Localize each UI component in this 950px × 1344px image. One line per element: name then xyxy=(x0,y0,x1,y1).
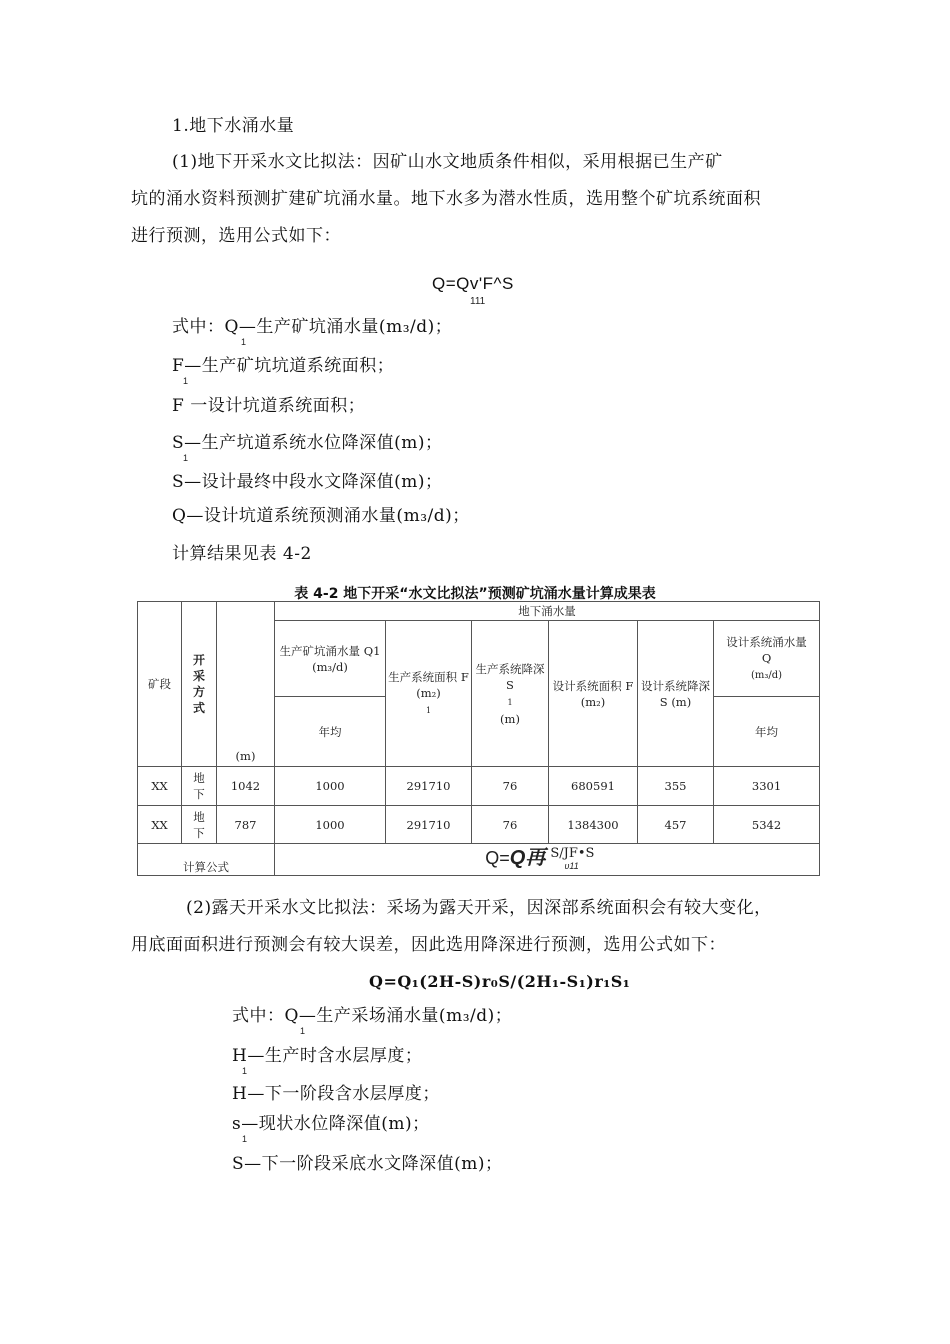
cell-s1: 76 xyxy=(472,806,549,844)
table-caption: 表 4-2 地下开采“水文比拟法”预测矿坑涌水量计算成果表 xyxy=(294,586,656,602)
def2-s1-subscript: 1 xyxy=(242,1134,248,1144)
def2-q1-subscript: 1 xyxy=(300,1026,306,1036)
cell-q1: 1000 xyxy=(275,806,386,844)
results-table xyxy=(137,601,820,876)
formula-1-subscript: 111 xyxy=(470,296,486,307)
header-s: 设计系统降深 S (m) xyxy=(638,621,714,767)
cell-s: 457 xyxy=(638,806,714,844)
def1-q1-subscript: 1 xyxy=(241,337,247,347)
section-title: 1.地下水涌水量 xyxy=(172,116,295,136)
def1-s: S—设计最终中段水文降深值(m)； xyxy=(172,472,443,492)
header-s1: 生产系统降深 S 1 (m) xyxy=(472,621,549,767)
cell-f1: 291710 xyxy=(386,806,472,844)
def2-h1: H—生产时含水层厚度； xyxy=(232,1046,423,1066)
def2-s: S—下一阶段采底水文降深值(m)； xyxy=(232,1154,503,1174)
cell-method: 地下 xyxy=(182,806,217,844)
header-f1: 生产系统面积 F (m₂) 1 xyxy=(386,621,472,767)
header-method: 开采方式 xyxy=(182,602,217,767)
cell-method: 地下 xyxy=(182,767,217,806)
para1-line3: 进行预测，选用公式如下： xyxy=(131,226,341,246)
cell-mine: XX xyxy=(138,806,182,844)
cell-q: 5342 xyxy=(714,806,820,844)
cell-q1: 1000 xyxy=(275,767,386,806)
header-q1-average: 年均 xyxy=(275,697,386,767)
table-reference: 计算结果见表 4-2 xyxy=(172,544,312,564)
header-elevation: (m) xyxy=(217,602,275,767)
def1-s1-subscript: 1 xyxy=(183,453,189,463)
def1-f1-subscript: 1 xyxy=(183,376,189,386)
table-row xyxy=(138,806,820,844)
formula-1: Q=Qv'F^S xyxy=(432,274,514,293)
formula-2: Q=Q₁(2H-S)r₀S/(2H₁-S₁)r₁S₁ xyxy=(369,972,631,991)
def2-s1: s—现状水位降深值(m)； xyxy=(232,1114,430,1134)
header-q1: 生产矿坑涌水量 Q1 (m₃/d) xyxy=(275,621,386,697)
cell-elevation: 787 xyxy=(217,806,275,844)
header-q-average: 年均 xyxy=(714,697,820,767)
def1-q: Q—设计坑道系统预测涌水量(m₃/d)； xyxy=(172,506,470,526)
cell-mine: XX xyxy=(138,767,182,806)
cell-elevation: 1042 xyxy=(217,767,275,806)
def2-h: H—下一阶段含水层厚度； xyxy=(232,1084,440,1104)
table-formula: Q=Q再 $^{S/JF•S}_{\upsilon 11}$ xyxy=(275,844,820,876)
header-f: 设计系统面积 F (m₂) xyxy=(549,621,638,767)
header-group: 地下涌水量 xyxy=(275,602,820,621)
formula-label: 计算公式 xyxy=(138,844,275,876)
cell-s: 355 xyxy=(638,767,714,806)
cell-f: 1384300 xyxy=(549,806,638,844)
cell-q: 3301 xyxy=(714,767,820,806)
para2-line1: (2)露天开采水文比拟法：采场为露天开采，因深部系统面积会有较大变化， xyxy=(186,898,772,918)
para2-line2: 用底面面积进行预测会有较大误差，因此选用降深进行预测，选用公式如下： xyxy=(131,935,726,955)
para1-line1: (1)地下开采水文比拟法：因矿山水文地质条件相似，采用根据已生产矿 xyxy=(172,152,723,172)
header-q: 设计系统涌水量 Q (m₃/d) xyxy=(714,621,820,697)
cell-f: 680591 xyxy=(549,767,638,806)
def1-q1: 式中：Q—生产矿坑涌水量(m₃/d)； xyxy=(172,317,453,337)
def2-q1: 式中：Q—生产采场涌水量(m₃/d)； xyxy=(232,1006,513,1026)
cell-s1: 76 xyxy=(472,767,549,806)
para1-line2: 坑的涌水资料预测扩建矿坑涌水量。地下水多为潜水性质，选用整个矿坑系统面积 xyxy=(131,189,761,209)
cell-f1: 291710 xyxy=(386,767,472,806)
def1-f: F 一设计坑道系统面积； xyxy=(172,396,366,416)
def1-s1: S—生产坑道系统水位降深值(m)； xyxy=(172,433,443,453)
def2-h1-subscript: 1 xyxy=(242,1066,248,1076)
table-row xyxy=(138,767,820,806)
def1-f1: F—生产矿坑坑道系统面积； xyxy=(172,356,395,376)
header-mine: 矿段 xyxy=(138,602,182,767)
